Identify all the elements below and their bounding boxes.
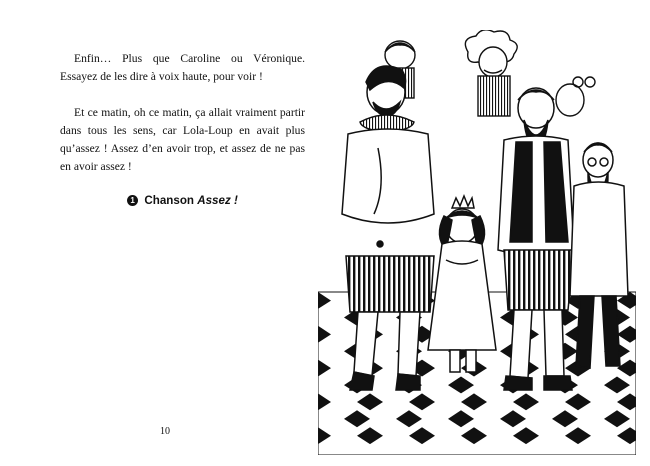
paragraph-2: Et ce matin, oh ce matin, ça allait vraiment partir dans tous les sens, car Lola-Loup en avait plus qu’assez ! Assez d’en avoir trop, et assez de ne pas en avoir assez ! xyxy=(60,106,305,173)
track-title: Assez ! xyxy=(197,194,238,207)
crowd-illustration-icon xyxy=(318,30,636,455)
paragraph-1: Enfin… Plus que Caroline ou Véronique. Essayez de les dire à voix haute, pour voir ! xyxy=(60,52,305,83)
audio-track-reference xyxy=(60,194,305,207)
track-number-badge: 1 xyxy=(127,195,138,206)
girl-with-crown xyxy=(428,196,496,372)
page-number: 10 xyxy=(160,426,170,437)
man-back-cloud xyxy=(465,30,517,116)
track-label: Chanson xyxy=(144,194,194,207)
text-column xyxy=(60,50,305,207)
man-back-right xyxy=(556,77,595,116)
illustration xyxy=(318,30,636,455)
